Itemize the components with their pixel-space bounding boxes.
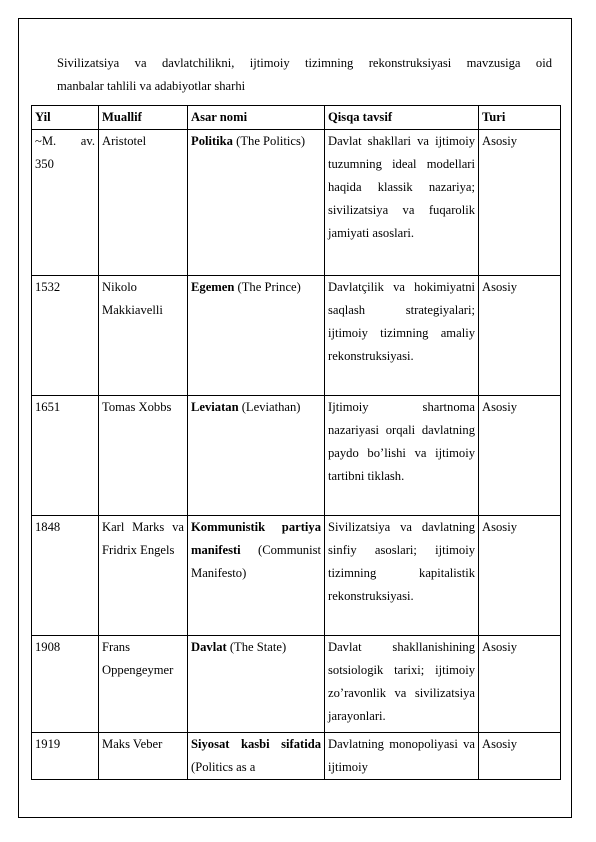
work-title: Leviatan [191, 400, 239, 414]
cell-work [188, 733, 325, 780]
cell-description: Davlatçilik va hokimiyatni saqlash strategiyalari; ijtimoiy tizimning amaliy rekonstruksiyasi. [325, 276, 479, 396]
work-subtitle: (Leviathan) [238, 400, 301, 414]
cell-year: 1908 [32, 636, 99, 733]
cell-work [188, 276, 325, 396]
cell-year: 1532 [32, 276, 99, 396]
cell-year: 1651 [32, 396, 99, 516]
header-author: Muallif [99, 106, 188, 130]
cell-author: Aristotel [99, 130, 188, 276]
work-subtitle: (Communist Manifesto) [191, 543, 321, 580]
table-row [32, 733, 561, 780]
work-subtitle: (The State) [226, 640, 287, 654]
cell-year: 1919 [32, 733, 99, 780]
work-title: Politika [191, 134, 233, 148]
intro-line-2: manbalar tahlili va adabiyotlar sharhi [57, 79, 246, 93]
cell-type: Asosiy [479, 276, 561, 396]
cell-work [188, 516, 325, 636]
intro-line-1: Sivilizatsiya va davlatchilikni, ijtimoiy tizimning rekonstruksiyasi mavzusiga oid [57, 56, 552, 70]
cell-description: Sivilizatsiya va davlatning sinfiy asoslari; ijtimoiy tizimning kapitalistik rekonstruksiyasi. [325, 516, 479, 636]
cell-description: Davlatning monopoliyasi va ijtimoiy [325, 733, 479, 780]
header-description: Qisqa tavsif [325, 106, 479, 130]
work-title: Kommunistik partiya manifesti [191, 520, 321, 557]
header-work: Asar nomi [188, 106, 325, 130]
cell-author: Tomas Xobbs [99, 396, 188, 516]
cell-type: Asosiy [479, 516, 561, 636]
cell-work [188, 130, 325, 276]
work-subtitle: (The Politics) [232, 134, 306, 148]
cell-type: Asosiy [479, 733, 561, 780]
sources-table [31, 105, 561, 780]
table-row [32, 396, 561, 516]
work-subtitle: (The Prince) [234, 280, 301, 294]
work-title: Siyosat kasbi sifatida [191, 737, 321, 751]
header-type: Turi [479, 106, 561, 130]
cell-author: Maks Veber [99, 733, 188, 780]
cell-work [188, 636, 325, 733]
work-subtitle: (Politics as a [191, 760, 256, 774]
cell-description: Davlat shakllanishining sotsiologik tarixi; ijtimoiy zo’ravonlik va sivilizatsiya jarayonlari. [325, 636, 479, 733]
cell-author: Nikolo Makkiavelli [99, 276, 188, 396]
cell-type: Asosiy [479, 636, 561, 733]
cell-year: ~M. av. 350 [32, 130, 99, 276]
cell-description: Davlat shakllari va ijtimoiy tuzumning ideal modellari haqida klassik nazariya; sivilizatsiya va fuqarolik jamiyati asoslari. [325, 130, 479, 276]
cell-work [188, 396, 325, 516]
table-row [32, 276, 561, 396]
table-row [32, 130, 561, 276]
work-title: Davlat [191, 640, 227, 654]
intro-heading [57, 52, 552, 98]
header-year: Yil [32, 106, 99, 130]
cell-description: Ijtimoiy shartnoma nazariyasi orqali davlatning paydo bo’lishi va ijtimoiy tartibni tiklash. [325, 396, 479, 516]
table-row [32, 516, 561, 636]
cell-type: Asosiy [479, 396, 561, 516]
cell-author: Frans Oppengeymer [99, 636, 188, 733]
table-row [32, 636, 561, 733]
table-header-row [32, 106, 561, 130]
cell-type: Asosiy [479, 130, 561, 276]
cell-year: 1848 [32, 516, 99, 636]
cell-author: Karl Marks va Fridrix Engels [99, 516, 188, 636]
work-title: Egemen [191, 280, 235, 294]
